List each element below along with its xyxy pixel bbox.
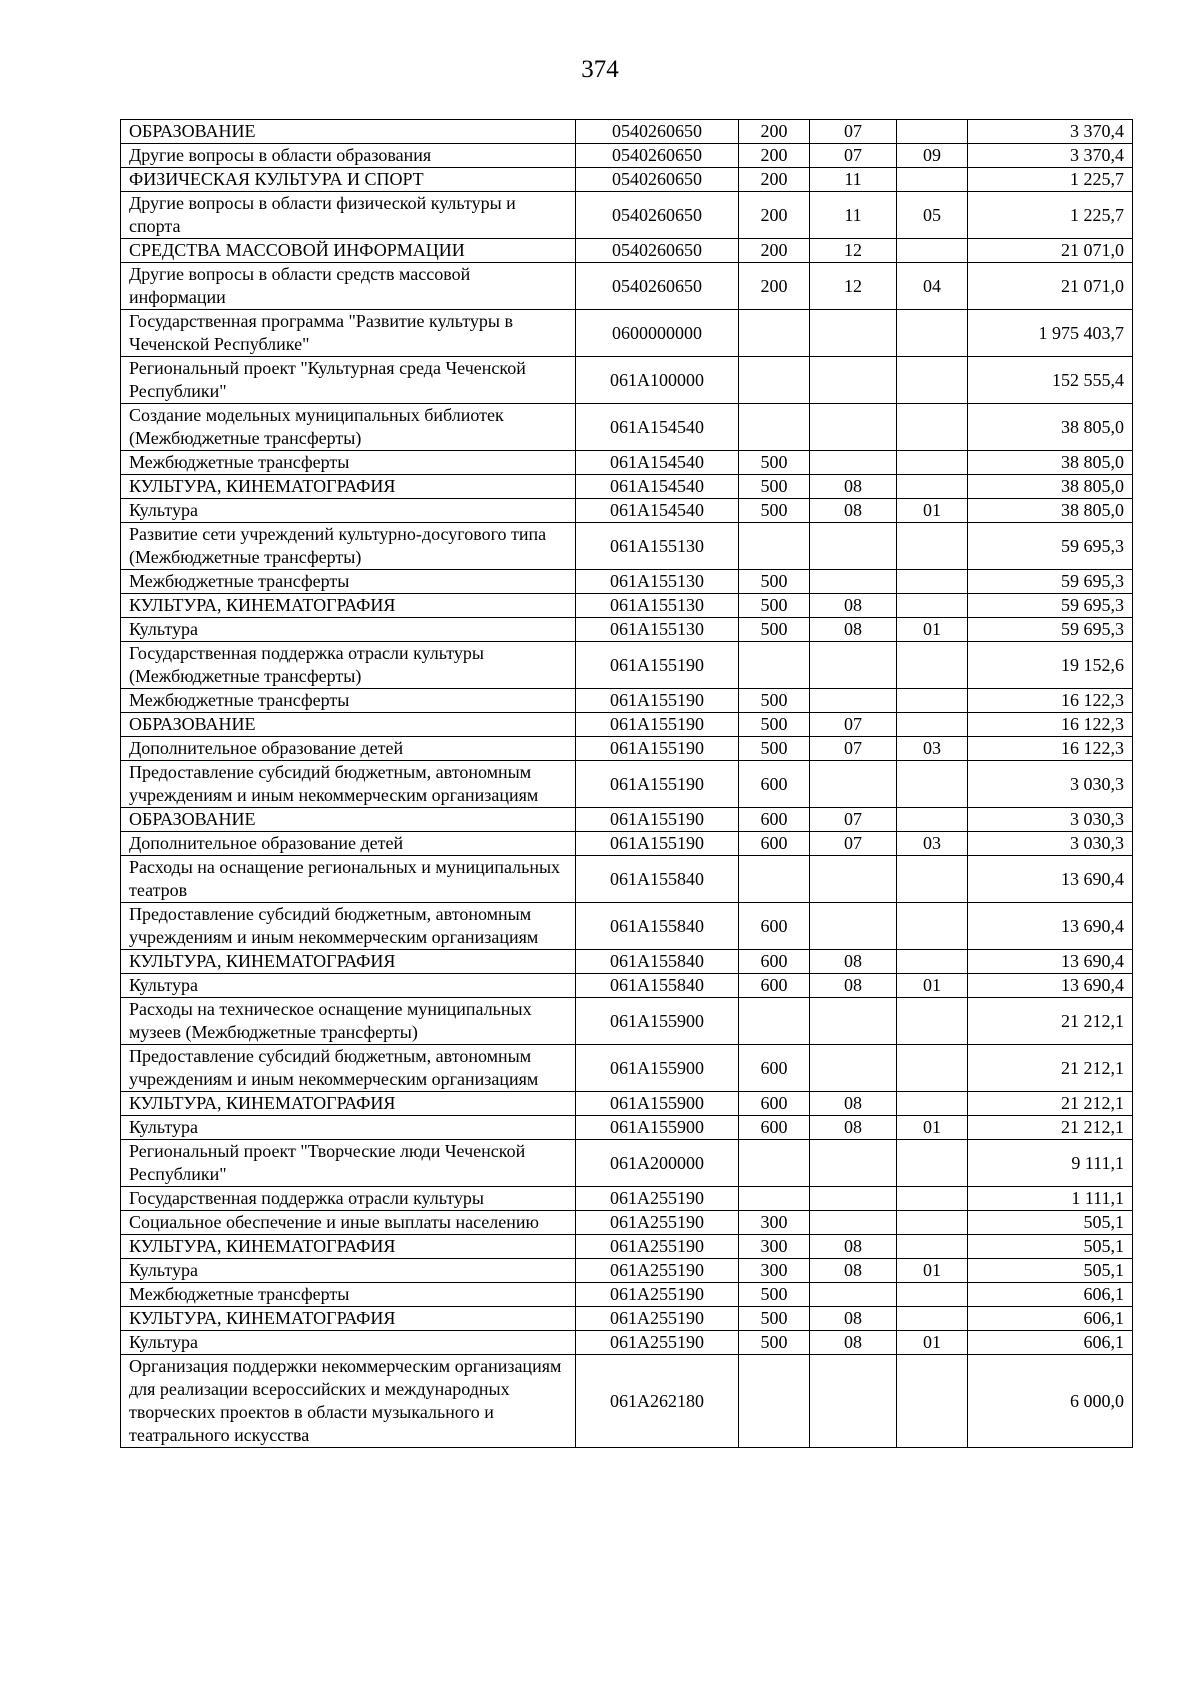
target-code-cell: 061A155840: [576, 974, 739, 998]
target-code-cell: 061A255190: [576, 1211, 739, 1235]
amount-cell: 59 695,3: [968, 570, 1133, 594]
expense-name-cell: Межбюджетные трансферты: [121, 570, 576, 594]
amount-cell: 21 212,1: [968, 1092, 1133, 1116]
table-row: [121, 357, 1133, 404]
subsection-cell: 01: [897, 1116, 968, 1140]
expense-type-cell: 600: [739, 808, 810, 832]
subsection-cell: [897, 120, 968, 144]
target-code-cell: 061A255190: [576, 1331, 739, 1355]
budget-table-body: [121, 120, 1133, 1448]
expense-type-cell: [739, 856, 810, 903]
expense-name-cell: СРЕДСТВА МАССОВОЙ ИНФОРМАЦИИ: [121, 239, 576, 263]
table-row: [121, 1211, 1133, 1235]
section-cell: 08: [810, 974, 897, 998]
target-code-cell: 061A100000: [576, 357, 739, 404]
expense-name-cell: КУЛЬТУРА, КИНЕМАТОГРАФИЯ: [121, 950, 576, 974]
target-code-cell: 061A155190: [576, 737, 739, 761]
section-cell: [810, 451, 897, 475]
target-code-cell: 061A155190: [576, 808, 739, 832]
subsection-cell: 05: [897, 192, 968, 239]
table-row: [121, 192, 1133, 239]
expense-name-cell: Предоставление субсидий бюджетным, автономным учреждениям и иным некоммерческим организациям: [121, 1045, 576, 1092]
expense-type-cell: 600: [739, 761, 810, 808]
table-row: [121, 120, 1133, 144]
amount-cell: 3 030,3: [968, 761, 1133, 808]
amount-cell: 505,1: [968, 1211, 1133, 1235]
table-row: [121, 1235, 1133, 1259]
table-row: [121, 856, 1133, 903]
subsection-cell: [897, 950, 968, 974]
expense-name-cell: Предоставление субсидий бюджетным, автономным учреждениям и иным некоммерческим организациям: [121, 903, 576, 950]
amount-cell: 606,1: [968, 1331, 1133, 1355]
table-row: [121, 570, 1133, 594]
table-row: [121, 642, 1133, 689]
section-cell: 07: [810, 832, 897, 856]
section-cell: [810, 1283, 897, 1307]
amount-cell: 21 071,0: [968, 239, 1133, 263]
amount-cell: 13 690,4: [968, 903, 1133, 950]
expense-type-cell: 500: [739, 618, 810, 642]
target-code-cell: 061A255190: [576, 1235, 739, 1259]
amount-cell: 21 071,0: [968, 263, 1133, 310]
target-code-cell: 061A155840: [576, 950, 739, 974]
subsection-cell: [897, 856, 968, 903]
amount-cell: 1 111,1: [968, 1187, 1133, 1211]
table-row: [121, 475, 1133, 499]
amount-cell: 1 225,7: [968, 168, 1133, 192]
amount-cell: 3 370,4: [968, 144, 1133, 168]
expense-type-cell: 600: [739, 1116, 810, 1140]
target-code-cell: 061A155130: [576, 523, 739, 570]
table-row: [121, 594, 1133, 618]
section-cell: [810, 570, 897, 594]
section-cell: 07: [810, 737, 897, 761]
amount-cell: 3 030,3: [968, 832, 1133, 856]
page-number: 374: [581, 56, 619, 83]
expense-name-cell: КУЛЬТУРА, КИНЕМАТОГРАФИЯ: [121, 1092, 576, 1116]
expense-type-cell: 200: [739, 168, 810, 192]
subsection-cell: [897, 1283, 968, 1307]
table-row: [121, 310, 1133, 357]
section-cell: [810, 1140, 897, 1187]
expense-name-cell: КУЛЬТУРА, КИНЕМАТОГРАФИЯ: [121, 1235, 576, 1259]
subsection-cell: [897, 168, 968, 192]
expense-type-cell: 200: [739, 120, 810, 144]
section-cell: 08: [810, 1235, 897, 1259]
amount-cell: 21 212,1: [968, 998, 1133, 1045]
table-row: [121, 499, 1133, 523]
target-code-cell: 061A155900: [576, 1116, 739, 1140]
subsection-cell: [897, 475, 968, 499]
amount-cell: 21 212,1: [968, 1116, 1133, 1140]
expense-type-cell: [739, 1355, 810, 1448]
subsection-cell: [897, 903, 968, 950]
amount-cell: 13 690,4: [968, 856, 1133, 903]
target-code-cell: 061A155840: [576, 856, 739, 903]
expense-name-cell: Развитие сети учреждений культурно-досугового типа (Межбюджетные трансферты): [121, 523, 576, 570]
subsection-cell: [897, 1187, 968, 1211]
subsection-cell: [897, 310, 968, 357]
expense-name-cell: Культура: [121, 1116, 576, 1140]
subsection-cell: 01: [897, 1331, 968, 1355]
subsection-cell: 03: [897, 737, 968, 761]
target-code-cell: 061A154540: [576, 451, 739, 475]
amount-cell: 13 690,4: [968, 974, 1133, 998]
expense-type-cell: 200: [739, 192, 810, 239]
expense-name-cell: Предоставление субсидий бюджетным, автономным учреждениям и иным некоммерческим организациям: [121, 761, 576, 808]
target-code-cell: 061A155190: [576, 832, 739, 856]
table-row: [121, 523, 1133, 570]
section-cell: 08: [810, 950, 897, 974]
table-row: [121, 1187, 1133, 1211]
expense-name-cell: Межбюджетные трансферты: [121, 451, 576, 475]
target-code-cell: 061A255190: [576, 1283, 739, 1307]
section-cell: 11: [810, 168, 897, 192]
expense-type-cell: 200: [739, 239, 810, 263]
expense-type-cell: 300: [739, 1211, 810, 1235]
section-cell: 11: [810, 192, 897, 239]
subsection-cell: 03: [897, 832, 968, 856]
table-row: [121, 1331, 1133, 1355]
target-code-cell: 061A255190: [576, 1307, 739, 1331]
expense-type-cell: 300: [739, 1235, 810, 1259]
table-row: [121, 168, 1133, 192]
target-code-cell: 061A155190: [576, 761, 739, 808]
expense-type-cell: 600: [739, 1045, 810, 1092]
expense-type-cell: 600: [739, 1092, 810, 1116]
section-cell: 08: [810, 594, 897, 618]
section-cell: [810, 404, 897, 451]
expense-name-cell: Культура: [121, 618, 576, 642]
subsection-cell: 09: [897, 144, 968, 168]
expense-name-cell: Государственная поддержка отрасли культуры: [121, 1187, 576, 1211]
amount-cell: 152 555,4: [968, 357, 1133, 404]
table-row: [121, 144, 1133, 168]
expense-name-cell: КУЛЬТУРА, КИНЕМАТОГРАФИЯ: [121, 475, 576, 499]
section-cell: [810, 357, 897, 404]
subsection-cell: [897, 357, 968, 404]
amount-cell: 9 111,1: [968, 1140, 1133, 1187]
subsection-cell: [897, 998, 968, 1045]
amount-cell: 38 805,0: [968, 404, 1133, 451]
section-cell: [810, 903, 897, 950]
expense-name-cell: ОБРАЗОВАНИЕ: [121, 120, 576, 144]
expense-name-cell: Культура: [121, 499, 576, 523]
table-row: [121, 832, 1133, 856]
section-cell: [810, 689, 897, 713]
table-row: [121, 737, 1133, 761]
expense-type-cell: [739, 523, 810, 570]
section-cell: [810, 1187, 897, 1211]
section-cell: 08: [810, 1259, 897, 1283]
expense-name-cell: Межбюджетные трансферты: [121, 689, 576, 713]
expense-type-cell: 500: [739, 1307, 810, 1331]
expense-type-cell: [739, 357, 810, 404]
expense-name-cell: Расходы на техническое оснащение муниципальных музеев (Межбюджетные трансферты): [121, 998, 576, 1045]
table-row: [121, 1307, 1133, 1331]
table-row: [121, 1092, 1133, 1116]
subsection-cell: [897, 570, 968, 594]
target-code-cell: 061A155130: [576, 594, 739, 618]
section-cell: 08: [810, 475, 897, 499]
table-row: [121, 998, 1133, 1045]
table-row: [121, 618, 1133, 642]
amount-cell: 1 975 403,7: [968, 310, 1133, 357]
expense-name-cell: Другие вопросы в области средств массовой информации: [121, 263, 576, 310]
expense-type-cell: 600: [739, 950, 810, 974]
table-row: [121, 950, 1133, 974]
amount-cell: 38 805,0: [968, 451, 1133, 475]
section-cell: 07: [810, 808, 897, 832]
table-row: [121, 451, 1133, 475]
subsection-cell: [897, 404, 968, 451]
expense-type-cell: [739, 642, 810, 689]
subsection-cell: [897, 1355, 968, 1448]
subsection-cell: 01: [897, 974, 968, 998]
expense-type-cell: [739, 1140, 810, 1187]
section-cell: 08: [810, 1116, 897, 1140]
expense-type-cell: 200: [739, 263, 810, 310]
amount-cell: 59 695,3: [968, 594, 1133, 618]
table-row: [121, 1140, 1133, 1187]
section-cell: [810, 856, 897, 903]
amount-cell: 6 000,0: [968, 1355, 1133, 1448]
section-cell: 08: [810, 618, 897, 642]
table-row: [121, 808, 1133, 832]
amount-cell: 16 122,3: [968, 737, 1133, 761]
target-code-cell: 061A155190: [576, 713, 739, 737]
target-code-cell: 0540260650: [576, 120, 739, 144]
section-cell: [810, 1211, 897, 1235]
expense-name-cell: Культура: [121, 1259, 576, 1283]
table-row: [121, 903, 1133, 950]
target-code-cell: 061A155130: [576, 570, 739, 594]
expense-type-cell: 600: [739, 974, 810, 998]
budget-table: [120, 119, 1133, 1448]
table-row: [121, 713, 1133, 737]
target-code-cell: 061A154540: [576, 404, 739, 451]
target-code-cell: 0540260650: [576, 192, 739, 239]
table-row: [121, 1045, 1133, 1092]
expense-name-cell: Другие вопросы в области физической культуры и спорта: [121, 192, 576, 239]
table-row: [121, 761, 1133, 808]
section-cell: 08: [810, 1092, 897, 1116]
expense-type-cell: 500: [739, 451, 810, 475]
expense-type-cell: 500: [739, 1331, 810, 1355]
expense-type-cell: 200: [739, 144, 810, 168]
section-cell: 12: [810, 239, 897, 263]
subsection-cell: [897, 1307, 968, 1331]
amount-cell: 3 370,4: [968, 120, 1133, 144]
amount-cell: 59 695,3: [968, 523, 1133, 570]
section-cell: 07: [810, 120, 897, 144]
subsection-cell: [897, 1235, 968, 1259]
expense-name-cell: Социальное обеспечение и иные выплаты населению: [121, 1211, 576, 1235]
table-row: [121, 263, 1133, 310]
section-cell: [810, 310, 897, 357]
amount-cell: 3 030,3: [968, 808, 1133, 832]
table-row: [121, 1116, 1133, 1140]
expense-name-cell: Государственная программа "Развитие культуры в Чеченской Республике": [121, 310, 576, 357]
section-cell: 08: [810, 1307, 897, 1331]
amount-cell: 606,1: [968, 1283, 1133, 1307]
expense-type-cell: 500: [739, 475, 810, 499]
subsection-cell: [897, 239, 968, 263]
target-code-cell: 061A155130: [576, 618, 739, 642]
table-row: [121, 1259, 1133, 1283]
target-code-cell: 0540260650: [576, 168, 739, 192]
expense-name-cell: КУЛЬТУРА, КИНЕМАТОГРАФИЯ: [121, 594, 576, 618]
target-code-cell: 061A155190: [576, 689, 739, 713]
expense-type-cell: [739, 998, 810, 1045]
subsection-cell: [897, 1092, 968, 1116]
subsection-cell: [897, 761, 968, 808]
subsection-cell: [897, 713, 968, 737]
amount-cell: 38 805,0: [968, 475, 1133, 499]
target-code-cell: 061A255190: [576, 1187, 739, 1211]
target-code-cell: 0540260650: [576, 263, 739, 310]
section-cell: 07: [810, 144, 897, 168]
section-cell: 08: [810, 499, 897, 523]
subsection-cell: 01: [897, 499, 968, 523]
expense-name-cell: Культура: [121, 974, 576, 998]
target-code-cell: 061A155190: [576, 642, 739, 689]
expense-name-cell: Региональный проект "Культурная среда Чеченской Республики": [121, 357, 576, 404]
target-code-cell: 061A154540: [576, 475, 739, 499]
section-cell: [810, 998, 897, 1045]
target-code-cell: 061A155900: [576, 1092, 739, 1116]
expense-name-cell: ОБРАЗОВАНИЕ: [121, 713, 576, 737]
expense-name-cell: Другие вопросы в области образования: [121, 144, 576, 168]
section-cell: [810, 761, 897, 808]
section-cell: [810, 1355, 897, 1448]
expense-name-cell: Культура: [121, 1331, 576, 1355]
expense-name-cell: Дополнительное образование детей: [121, 832, 576, 856]
amount-cell: 19 152,6: [968, 642, 1133, 689]
expense-name-cell: Создание модельных муниципальных библиотек (Межбюджетные трансферты): [121, 404, 576, 451]
target-code-cell: 061A262180: [576, 1355, 739, 1448]
target-code-cell: 061A155900: [576, 998, 739, 1045]
amount-cell: 13 690,4: [968, 950, 1133, 974]
subsection-cell: [897, 1211, 968, 1235]
table-row: [121, 404, 1133, 451]
expense-type-cell: 500: [739, 499, 810, 523]
target-code-cell: 061A155840: [576, 903, 739, 950]
expense-type-cell: 500: [739, 689, 810, 713]
subsection-cell: [897, 523, 968, 570]
subsection-cell: [897, 594, 968, 618]
expense-type-cell: 500: [739, 570, 810, 594]
expense-type-cell: 500: [739, 737, 810, 761]
expense-type-cell: 500: [739, 713, 810, 737]
target-code-cell: 0540260650: [576, 144, 739, 168]
amount-cell: 38 805,0: [968, 499, 1133, 523]
amount-cell: 16 122,3: [968, 689, 1133, 713]
table-row: [121, 689, 1133, 713]
amount-cell: 21 212,1: [968, 1045, 1133, 1092]
expense-name-cell: ОБРАЗОВАНИЕ: [121, 808, 576, 832]
target-code-cell: 061A255190: [576, 1259, 739, 1283]
section-cell: 07: [810, 713, 897, 737]
table-row: [121, 1283, 1133, 1307]
section-cell: [810, 642, 897, 689]
amount-cell: 59 695,3: [968, 618, 1133, 642]
target-code-cell: 061A155900: [576, 1045, 739, 1092]
section-cell: 12: [810, 263, 897, 310]
subsection-cell: [897, 1140, 968, 1187]
section-cell: 08: [810, 1331, 897, 1355]
expense-type-cell: 300: [739, 1259, 810, 1283]
table-row: [121, 1355, 1133, 1448]
expense-type-cell: [739, 310, 810, 357]
amount-cell: 1 225,7: [968, 192, 1133, 239]
expense-type-cell: [739, 404, 810, 451]
expense-type-cell: 600: [739, 903, 810, 950]
subsection-cell: [897, 451, 968, 475]
expense-name-cell: Организация поддержки некоммерческим организациям для реализации всероссийских и международных творческих проектов в области музыкального и театрального искусства: [121, 1355, 576, 1448]
amount-cell: 16 122,3: [968, 713, 1133, 737]
subsection-cell: [897, 808, 968, 832]
target-code-cell: 0540260650: [576, 239, 739, 263]
amount-cell: 505,1: [968, 1235, 1133, 1259]
table-row: [121, 239, 1133, 263]
target-code-cell: 061A200000: [576, 1140, 739, 1187]
expense-name-cell: Межбюджетные трансферты: [121, 1283, 576, 1307]
section-cell: [810, 523, 897, 570]
expense-name-cell: КУЛЬТУРА, КИНЕМАТОГРАФИЯ: [121, 1307, 576, 1331]
amount-cell: 606,1: [968, 1307, 1133, 1331]
expense-name-cell: ФИЗИЧЕСКАЯ КУЛЬТУРА И СПОРТ: [121, 168, 576, 192]
subsection-cell: 04: [897, 263, 968, 310]
expense-name-cell: Дополнительное образование детей: [121, 737, 576, 761]
table-row: [121, 974, 1133, 998]
expense-name-cell: Государственная поддержка отрасли культуры (Межбюджетные трансферты): [121, 642, 576, 689]
subsection-cell: [897, 1045, 968, 1092]
subsection-cell: [897, 642, 968, 689]
subsection-cell: [897, 689, 968, 713]
amount-cell: 505,1: [968, 1259, 1133, 1283]
section-cell: [810, 1045, 897, 1092]
expense-name-cell: Расходы на оснащение региональных и муниципальных театров: [121, 856, 576, 903]
expense-type-cell: 600: [739, 832, 810, 856]
expense-type-cell: 500: [739, 1283, 810, 1307]
expense-type-cell: 500: [739, 594, 810, 618]
expense-type-cell: [739, 1187, 810, 1211]
target-code-cell: 0600000000: [576, 310, 739, 357]
target-code-cell: 061A154540: [576, 499, 739, 523]
expense-name-cell: Региональный проект "Творческие люди Чеченской Республики": [121, 1140, 576, 1187]
subsection-cell: 01: [897, 1259, 968, 1283]
subsection-cell: 01: [897, 618, 968, 642]
